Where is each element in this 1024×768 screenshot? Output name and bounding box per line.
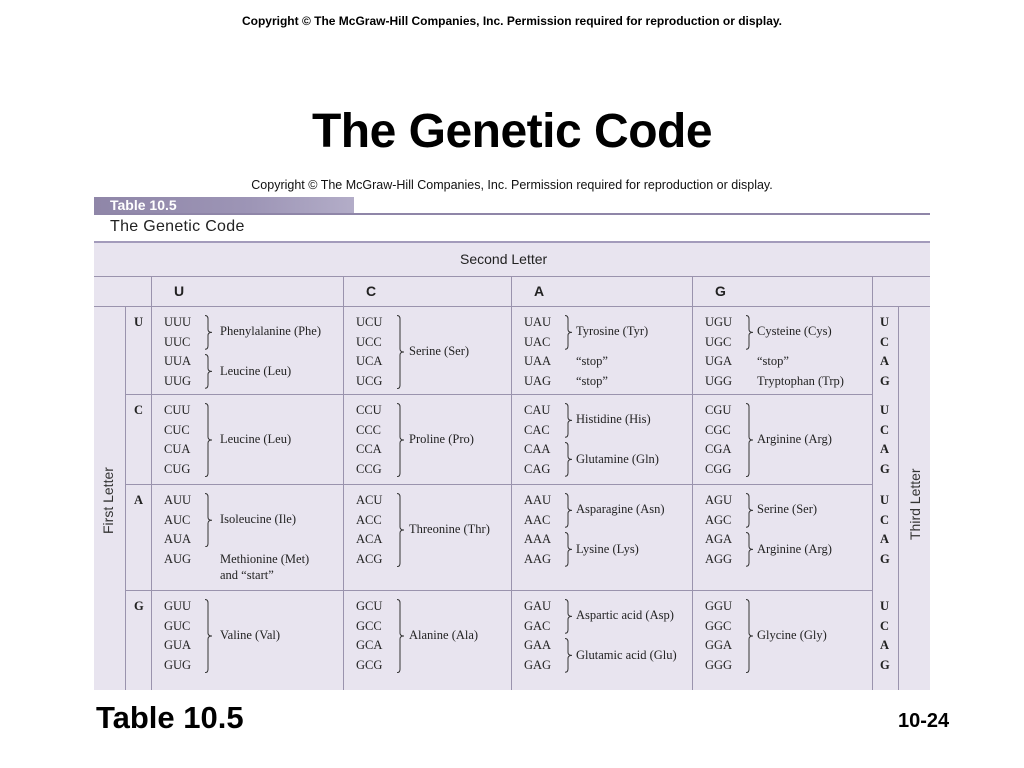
codon: GCG	[356, 658, 383, 673]
amino-acid-label: Proline (Pro)	[409, 432, 474, 447]
amino-acid-label: Tyrosine (Tyr)	[576, 324, 649, 339]
slide-title: The Genetic Code	[311, 105, 713, 158]
third-letter-u: U	[880, 403, 890, 417]
codon: UUA	[164, 354, 192, 369]
codon: CUG	[164, 462, 191, 477]
third-letter-a: A	[880, 354, 890, 369]
first-letter-u: U	[134, 315, 144, 329]
column-header-a: A	[534, 283, 545, 299]
codon: GGU	[705, 599, 733, 613]
codon: CUU	[164, 403, 191, 417]
codon: CGA	[705, 442, 732, 457]
amino-acid-label: Leucine (Leu)	[220, 432, 292, 447]
codon: ACG	[356, 552, 383, 567]
amino-acid-label: Arginine (Arg)	[757, 432, 832, 447]
codon: UCA	[356, 354, 383, 369]
codon: GAA	[524, 638, 552, 653]
column-header-c: C	[366, 283, 377, 299]
codon: CGG	[705, 462, 732, 477]
codon: GGG	[705, 658, 733, 673]
codon: AUA	[164, 532, 192, 547]
amino-acid-brace	[204, 354, 214, 389]
amino-acid-brace	[204, 493, 214, 547]
column-divider	[151, 276, 152, 690]
codon: CUC	[164, 422, 190, 437]
codon: ACA	[356, 532, 383, 547]
codon: AUU	[164, 493, 192, 507]
codon: CCA	[356, 442, 382, 457]
column-header-divider	[94, 306, 930, 307]
codon: UAU	[524, 315, 552, 329]
amino-acid-brace	[745, 403, 755, 477]
codon: AGG	[705, 552, 733, 567]
third-letter-a: A	[880, 442, 890, 457]
first-letter-g: G	[134, 599, 144, 613]
codon: AAG	[524, 552, 552, 567]
codon: UAG	[524, 374, 552, 389]
codon: UCG	[356, 374, 383, 389]
codon: UGU	[705, 315, 733, 329]
codon: AGC	[705, 512, 732, 527]
codon: GAC	[524, 618, 551, 633]
codon: GGA	[705, 638, 733, 653]
amino-acid-label: Alanine (Ala)	[409, 628, 479, 643]
codon: UAA	[524, 354, 552, 369]
genetic-code-table	[94, 175, 930, 690]
amino-acid-label: Serine (Ser)	[757, 502, 818, 517]
codon: CUA	[164, 442, 191, 457]
codon: GUU	[164, 599, 192, 613]
codon: CGU	[705, 403, 732, 417]
amino-acid-brace	[564, 315, 574, 350]
amino-acid-label: Threonine (Thr)	[409, 522, 490, 537]
amino-acid-brace	[745, 493, 755, 528]
codon: CAC	[524, 422, 550, 437]
codon: CCC	[356, 422, 382, 437]
third-letter-u: U	[880, 599, 890, 613]
codon: AAA	[524, 532, 552, 547]
second-letter-label: Second Letter	[460, 251, 548, 267]
codon: ACC	[356, 512, 382, 527]
third-letter-g: G	[880, 462, 890, 477]
codon: UUG	[164, 374, 192, 389]
first-letter-split	[125, 306, 126, 690]
codon: CCG	[356, 462, 382, 477]
amino-acid-brace	[564, 599, 574, 634]
codon: CGC	[705, 422, 731, 437]
table-label-bar	[94, 197, 930, 214]
column-divider	[872, 276, 873, 690]
amino-acid-brace	[204, 315, 214, 350]
codon: UUC	[164, 334, 191, 349]
first-letter-c: C	[134, 403, 144, 417]
codon: UGA	[705, 354, 733, 369]
codon: UUU	[164, 315, 192, 329]
third-letter-u: U	[880, 315, 890, 329]
footer-table-number: Table 10.5	[96, 700, 244, 735]
first-letter-label: First Letter	[100, 467, 116, 534]
codon: GAU	[524, 599, 552, 613]
codon: GCA	[356, 638, 383, 653]
amino-acid-brace	[564, 403, 574, 438]
amino-acid-label: “stop”	[576, 354, 608, 369]
third-letter-g: G	[880, 658, 890, 673]
third-letter-u: U	[880, 493, 890, 507]
amino-acid-label: and “start”	[220, 568, 274, 583]
table-copyright: Copyright © The McGraw-Hill Companies, Inc. Permission required for reproduction or display.	[251, 178, 773, 192]
third-letter-a: A	[880, 638, 890, 653]
amino-acid-label: Glycine (Gly)	[757, 628, 827, 643]
column-divider	[692, 276, 693, 690]
column-header-u: U	[174, 283, 185, 299]
slide-copyright: Copyright © The McGraw-Hill Companies, Inc. Permission required for reproduction or display.	[241, 14, 783, 28]
table-label-band	[94, 197, 354, 214]
codon: AUC	[164, 512, 191, 527]
codon: ACU	[356, 493, 383, 507]
amino-acid-brace	[564, 638, 574, 673]
codon: CAU	[524, 403, 551, 417]
third-letter-label: Third Letter	[907, 468, 923, 540]
third-letter-split	[898, 306, 899, 690]
amino-acid-brace	[564, 442, 574, 477]
table-subtitle: The Genetic Code	[110, 218, 245, 235]
column-divider	[511, 276, 512, 690]
amino-acid-label: Leucine (Leu)	[220, 363, 292, 378]
amino-acid-label: Phenylalanine (Phe)	[220, 324, 322, 339]
amino-acid-brace	[745, 599, 755, 673]
codon: CAA	[524, 442, 551, 457]
row-divider	[125, 590, 872, 591]
codon: GCC	[356, 618, 382, 633]
column-header-g: G	[715, 283, 726, 299]
table-grid	[94, 243, 930, 690]
codon: CCU	[356, 403, 382, 417]
amino-acid-brace	[396, 599, 406, 673]
amino-acid-label: Valine (Val)	[220, 628, 281, 643]
codon: GUG	[164, 658, 192, 673]
amino-acid-brace	[396, 403, 406, 477]
codon: UGC	[705, 334, 732, 349]
codon: AGU	[705, 493, 733, 507]
third-letter-c: C	[880, 512, 890, 527]
amino-acid-brace	[745, 315, 755, 350]
codon: UGG	[705, 374, 733, 389]
amino-acid-label: Arginine (Arg)	[757, 541, 832, 556]
footer-page-number: 10-24	[898, 710, 950, 732]
amino-acid-label: Lysine (Lys)	[576, 541, 639, 556]
third-letter-c: C	[880, 618, 890, 633]
codon: CAG	[524, 462, 551, 477]
row-divider	[125, 484, 872, 485]
amino-acid-label: Methionine (Met)	[220, 552, 310, 567]
table-label-rule	[94, 213, 930, 215]
amino-acid-brace	[396, 493, 406, 567]
first-letter-a: A	[134, 493, 144, 507]
table-label: Table 10.5	[110, 197, 177, 213]
third-letter-g: G	[880, 552, 890, 567]
amino-acid-brace	[564, 532, 574, 567]
amino-acid-label: Histidine (His)	[576, 412, 651, 427]
amino-acid-label: “stop”	[757, 354, 789, 369]
codon: GUA	[164, 638, 192, 653]
third-letter-a: A	[880, 532, 890, 547]
amino-acid-label: Glutamine (Gln)	[576, 451, 659, 466]
codon: AUG	[164, 552, 192, 567]
codon: AAC	[524, 512, 551, 527]
second-letter-divider	[94, 276, 930, 277]
amino-acid-label: “stop”	[576, 374, 608, 389]
amino-acid-brace	[204, 599, 214, 673]
amino-acid-label: Isoleucine (Ile)	[220, 512, 297, 527]
codon: GGC	[705, 618, 732, 633]
codon: GCU	[356, 599, 383, 613]
codon: AGA	[705, 532, 733, 547]
amino-acid-label: Serine (Ser)	[409, 344, 470, 359]
amino-acid-label: Aspartic acid (Asp)	[576, 608, 674, 623]
codon: UAC	[524, 334, 551, 349]
amino-acid-label: Asparagine (Asn)	[576, 502, 665, 517]
third-letter-g: G	[880, 374, 890, 389]
amino-acid-brace	[745, 532, 755, 567]
column-divider	[343, 276, 344, 690]
amino-acid-brace	[204, 403, 214, 477]
amino-acid-label: Glutamic acid (Glu)	[576, 647, 677, 662]
third-letter-c: C	[880, 422, 890, 437]
amino-acid-label: Tryptophan (Trp)	[757, 374, 844, 389]
third-letter-c: C	[880, 334, 890, 349]
amino-acid-label: Cysteine (Cys)	[757, 324, 832, 339]
codon: UCC	[356, 334, 382, 349]
amino-acid-brace	[564, 493, 574, 528]
amino-acid-brace	[396, 315, 406, 389]
codon: GUC	[164, 618, 191, 633]
codon: AAU	[524, 493, 552, 507]
row-divider	[125, 394, 872, 395]
codon: UCU	[356, 315, 383, 329]
codon: GAG	[524, 658, 552, 673]
